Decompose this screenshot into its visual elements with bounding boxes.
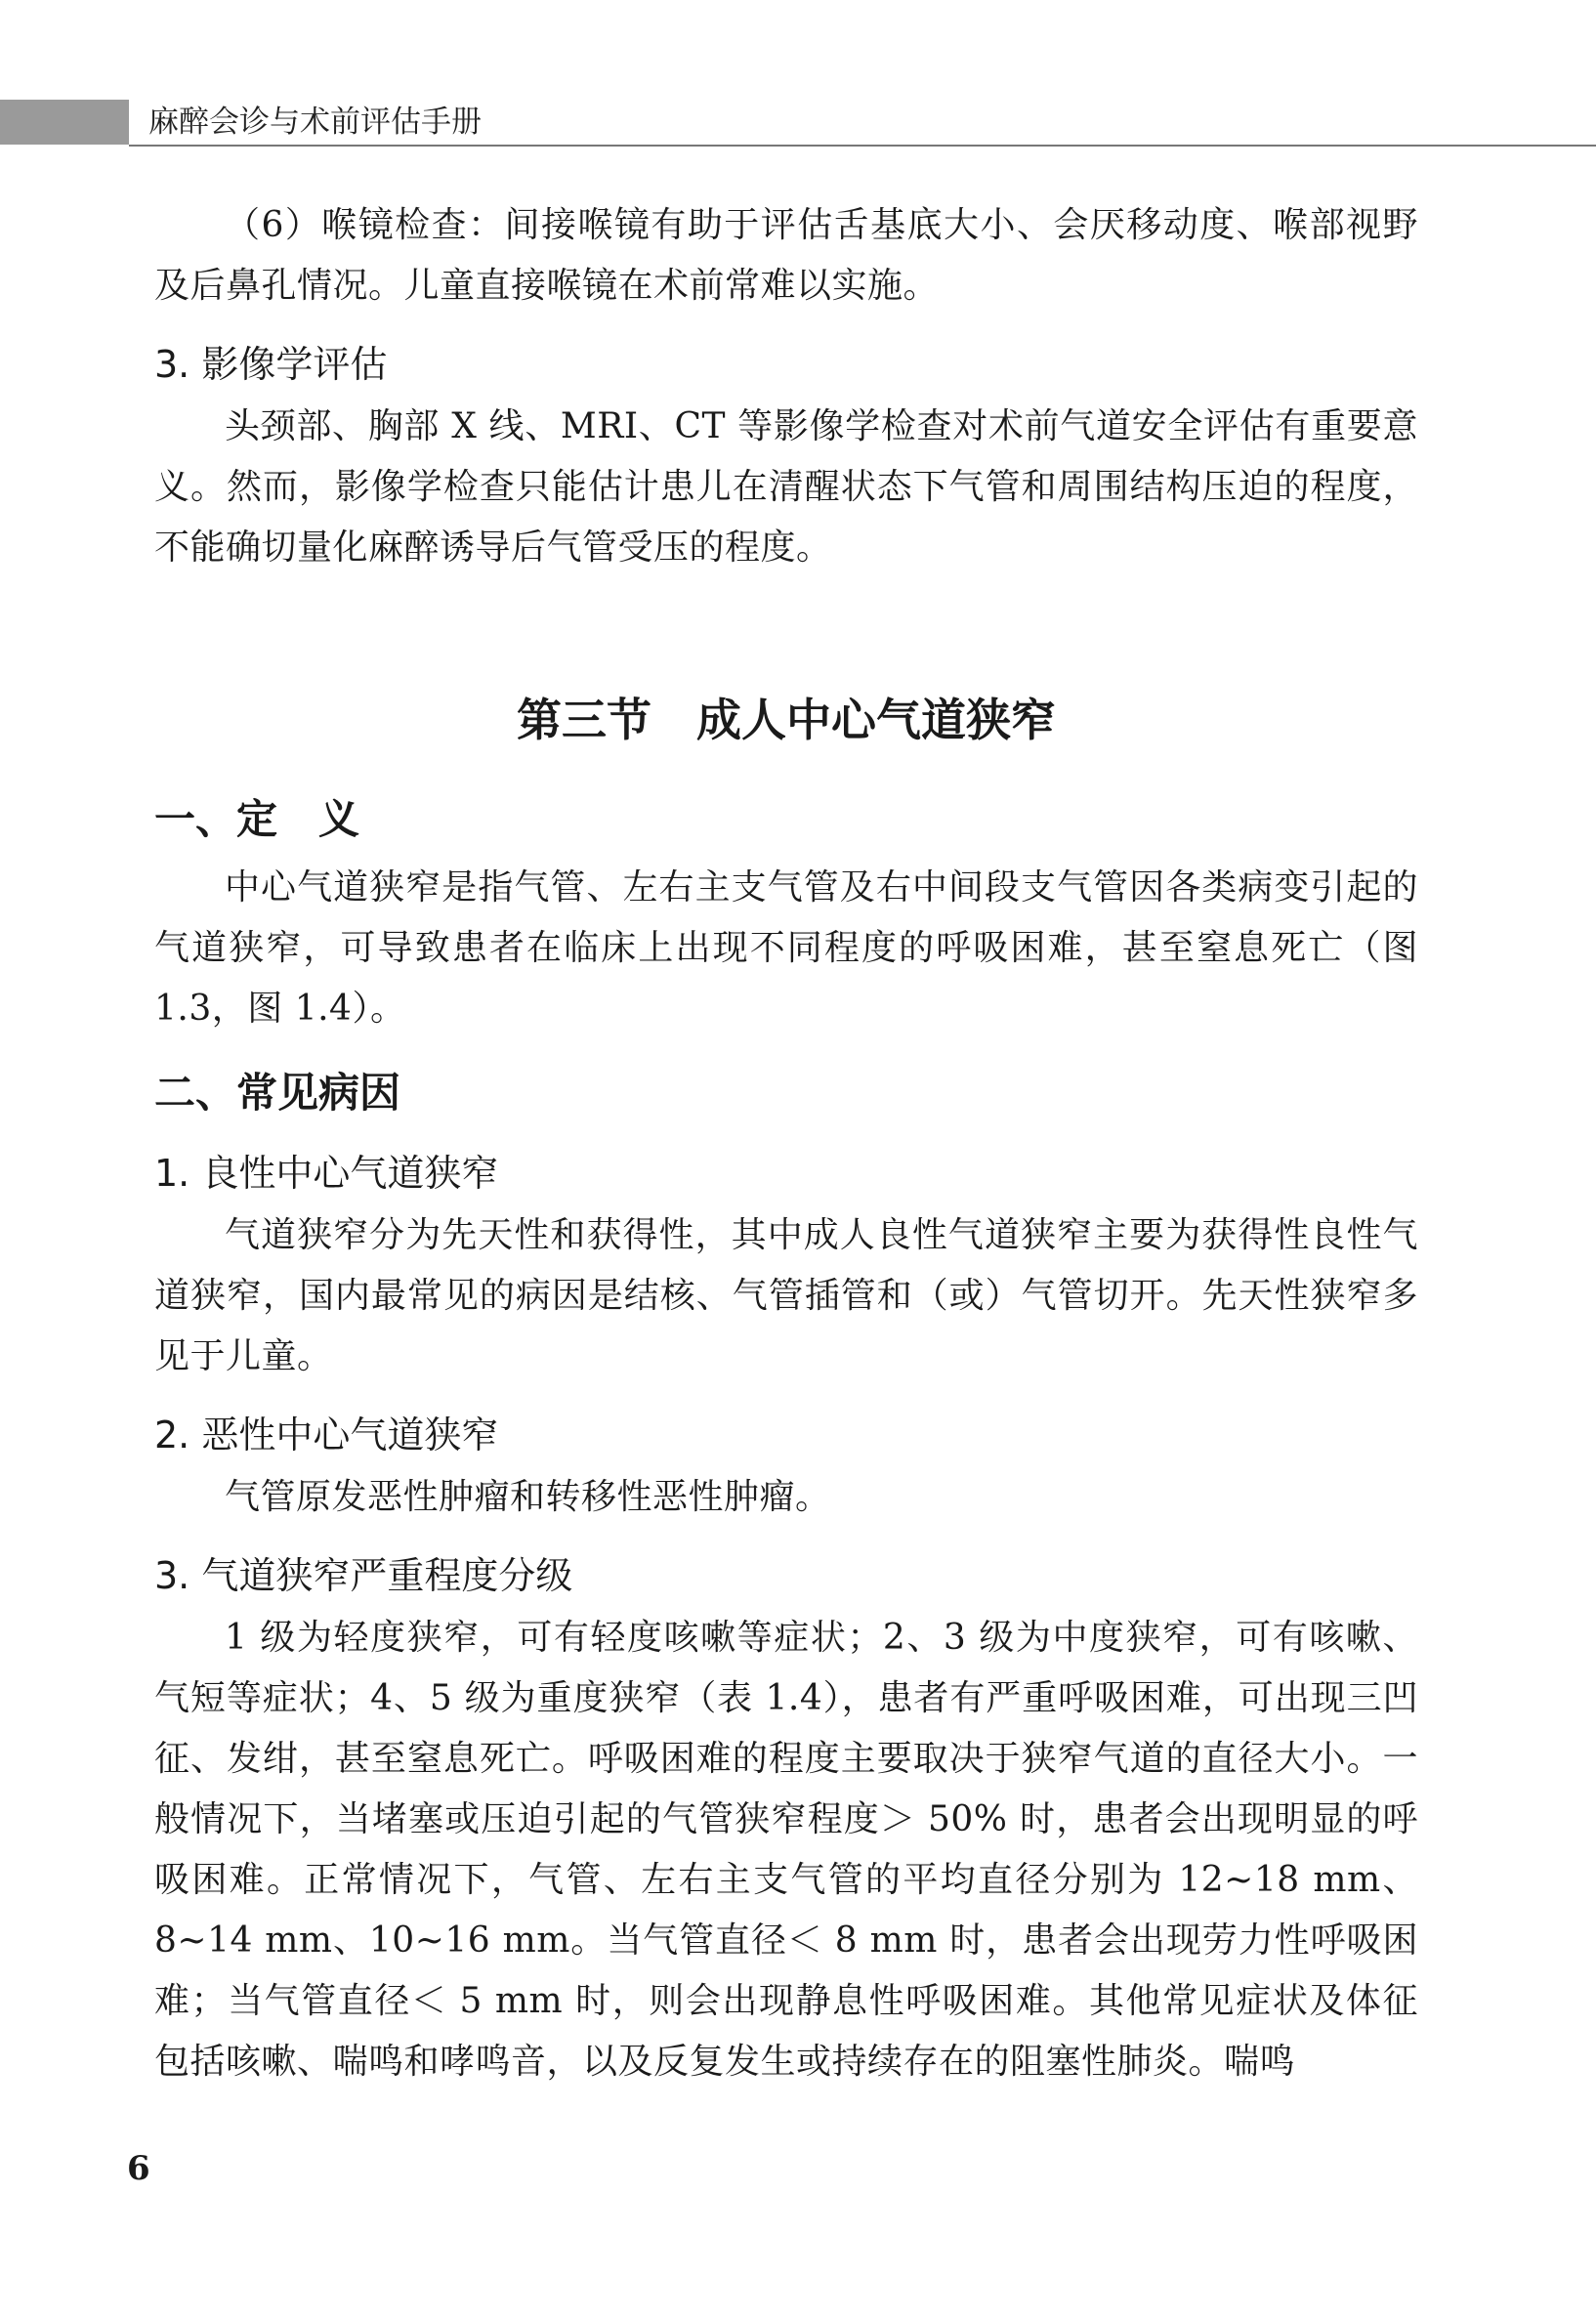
subheading-malignant: 2. 恶性中心气道狭窄 [154, 1414, 499, 1456]
paragraph-definition: 中心气道狭窄是指气管、左右主支气管及右中间段支气管因各类病变引起的气道狭窄，可导致患者在临床上出现不同程度的呼吸困难，甚至窒息死亡（图 1.3，图 1.4）。 [154, 867, 1418, 1029]
heading-definition: 一、定 义 [154, 795, 360, 843]
paragraph-malignant: 气管原发恶性肿瘤和转移性恶性肿瘤。 [225, 1477, 831, 1517]
paragraph-grading: 1 级为轻度狭窄，可有轻度咳嗽等症状；2、3 级为中度狭窄，可有咳嗽、气短等症状；4、5 级为重度狭窄（表 1.4），患者有严重呼吸困难，可出现三凹征、发绀，甚至窒息死亡。呼吸困难的程度主要取决于狭窄气道的直径大小。一般情况下，当堵塞或压迫引起的气管狭窄程度＞ 50% 时，患者会出现明显的呼吸困难。正常情况下，气管、左右主支气管的平均直径分别为 12~18 mm、8~14 mm、10~16 mm。当气管直径＜ 8 mm 时，患者会出现劳力性呼吸困难；当气管直径＜ 5 mm 时，则会出现静息性呼吸困难。其他常见症状及体征包括咳嗽、喘鸣和哮鸣音，以及反复发生或持续存在的阻塞性肺炎。喘鸣 [154, 1618, 1418, 2082]
heading-causes: 二、常见病因 [154, 1069, 401, 1117]
subheading-grading: 3. 气道狭窄严重程度分级 [154, 1554, 573, 1597]
section-title: 第三节 成人中心气道狭窄 [517, 694, 1056, 746]
subheading-benign: 1. 良性中心气道狭窄 [154, 1152, 499, 1195]
paragraph-imaging: 头颈部、胸部 X 线、MRI、CT 等影像学检查对术前气道安全评估有重要意义。然而，影像学检查只能估计患儿在清醒状态下气管和周围结构压迫的程度，不能确切量化麻醉诱导后气管受压的程度。 [154, 406, 1418, 568]
paragraph-benign: 气道狭窄分为先天性和获得性，其中成人良性气道狭窄主要为获得性良性气道狭窄，国内最常见的病因是结核、气管插管和（或）气管切开。先天性狭窄多见于儿童。 [154, 1215, 1418, 1376]
paragraph-laryngoscopy: （6）喉镜检查：间接喉镜有助于评估舌基底大小、会厌移动度、喉部视野及后鼻孔情况。儿童直接喉镜在术前常难以实施。 [154, 205, 1418, 306]
subheading-imaging: 3. 影像学评估 [154, 343, 388, 386]
running-header-title: 麻醉会诊与术前评估手册 [148, 105, 482, 140]
page-content [154, 195, 1418, 2092]
header-rule [129, 145, 1596, 147]
page-number: 6 [127, 2149, 150, 2188]
header-bar [0, 100, 129, 145]
